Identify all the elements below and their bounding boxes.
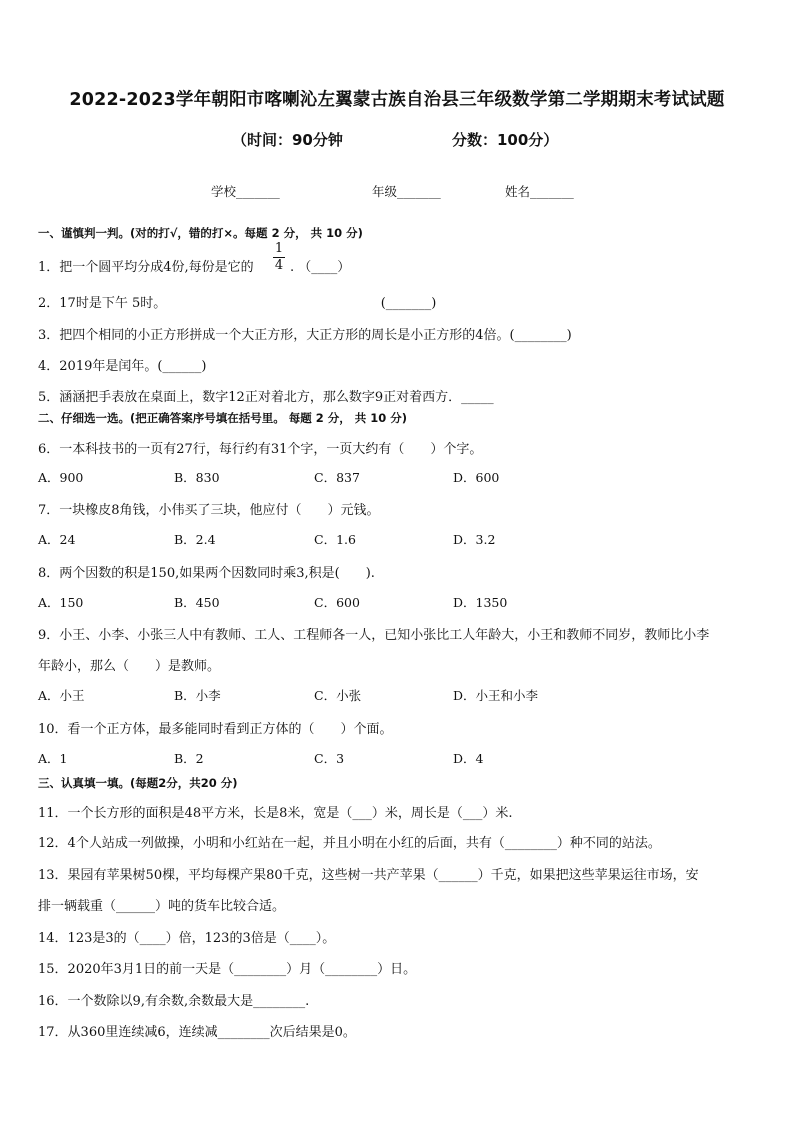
option-d[interactable]: D．1350 [453,595,508,610]
question-17: 17．从360里连续减6，连续减________次后结果是0。 [38,1025,356,1040]
option-a[interactable]: A．24 [38,532,76,547]
option-b[interactable]: B．450 [174,595,220,610]
question-16: 16．一个数除以9,有余数,余数最大是________. [38,994,310,1009]
option-a[interactable]: A．小王 [38,688,85,703]
question-13-line1: 13．果园有苹果树50棵，平均每棵产果80千克，这些树一共产苹果（______）千克，如果把这些苹果运往市场，安 [38,868,699,883]
option-d[interactable]: D．4 [453,751,484,766]
question-6: 6．一本科技书的一页有27行，每行约有31个字，一页大约有（ ）个字。 [38,442,483,457]
section2-heading: 二、仔细选一选。(把正确答案序号填在括号里。 每题 2 分， 共 10 分) [38,411,408,425]
option-c[interactable]: C．837 [314,470,360,485]
question-15: 15．2020年3月1日的前一天是（________）月（________）日。 [38,962,417,977]
option-c[interactable]: C．3 [314,751,345,766]
question-2: 2．17时是下午 5时。 (_______) [38,296,437,311]
option-c[interactable]: C．小张 [314,688,362,703]
section1-heading: 一、谨慎判一判。(对的打√，错的打×。每题 2 分， 共 10 分) [38,226,363,240]
option-a[interactable]: A．1 [38,751,68,766]
q1-text: 1．把一个圆平均分成4份,每份是它的 [38,260,254,275]
question-8: 8．两个因数的积是150,如果两个因数同时乘3,积是( ). [38,566,375,581]
option-c[interactable]: C．600 [314,595,360,610]
option-b[interactable]: B．2 [174,751,204,766]
school-field[interactable]: 学校_______ [211,184,280,199]
question-3: 3．把四个相同的小正方形拼成一个大正方形，大正方形的周长是小正方形的4倍。(________) [38,328,572,343]
option-b[interactable]: B．830 [174,470,220,485]
fraction-one-quarter [271,242,287,273]
fraction-denominator: 4 [274,258,284,273]
question-10: 10．看一个正方体，最多能同时看到正方体的（ ）个面。 [38,722,393,737]
exam-title: 2022-2023学年朝阳市喀喇沁左翼蒙古族自治县三年级数学第二学期期末考试试题 [69,90,725,110]
score-label: 分数：100分） [452,131,559,149]
option-b[interactable]: B．小李 [174,688,221,703]
question-14: 14．123是3的（____）倍，123的3倍是（____）。 [38,931,336,946]
question-9-line1: 9．小王、小李、小张三人中有教师、工人、工程师各一人，已知小张比工人年龄大，小王和教师不同岁，教师比小李 [38,628,710,643]
question-7: 7．一块橡皮8角钱，小伟买了三块，他应付（ ）元钱。 [38,503,380,518]
option-c[interactable]: C．1.6 [314,532,356,547]
question-5: 5．涵涵把手表放在桌面上，数字12正对着北方，那么数字9正对着西方．_____ [38,390,494,405]
question-9-line2: 年龄小，那么（ ）是教师。 [38,659,221,674]
question-12: 12．4个人站成一列做操，小明和小红站在一起，并且小明在小红的后面，共有（________）种不同的站法。 [38,836,661,851]
option-d[interactable]: D．小王和小李 [453,688,539,703]
name-field[interactable]: 姓名_______ [505,184,574,199]
question-13-line2: 排一辆载重（______）吨的货车比较合适。 [38,899,286,914]
fraction-numerator: 1 [274,241,284,256]
section3-heading: 三、认真填一填。(每题2分，共20 分) [38,776,238,790]
grade-field[interactable]: 年级_______ [372,184,441,199]
q1-answer-blank[interactable]: . （____） [290,260,351,275]
question-11: 11．一个长方形的面积是48平方米，长是8米，宽是（___）米，周长是（___）米. [38,806,513,821]
time-label: （时间：90分钟 [232,131,343,149]
question-4: 4．2019年是闰年。(______) [38,359,207,374]
option-a[interactable]: A．150 [38,595,84,610]
option-d[interactable]: D．600 [453,470,500,485]
option-a[interactable]: A．900 [38,470,84,485]
option-b[interactable]: B．2.4 [174,532,216,547]
option-d[interactable]: D．3.2 [453,532,496,547]
